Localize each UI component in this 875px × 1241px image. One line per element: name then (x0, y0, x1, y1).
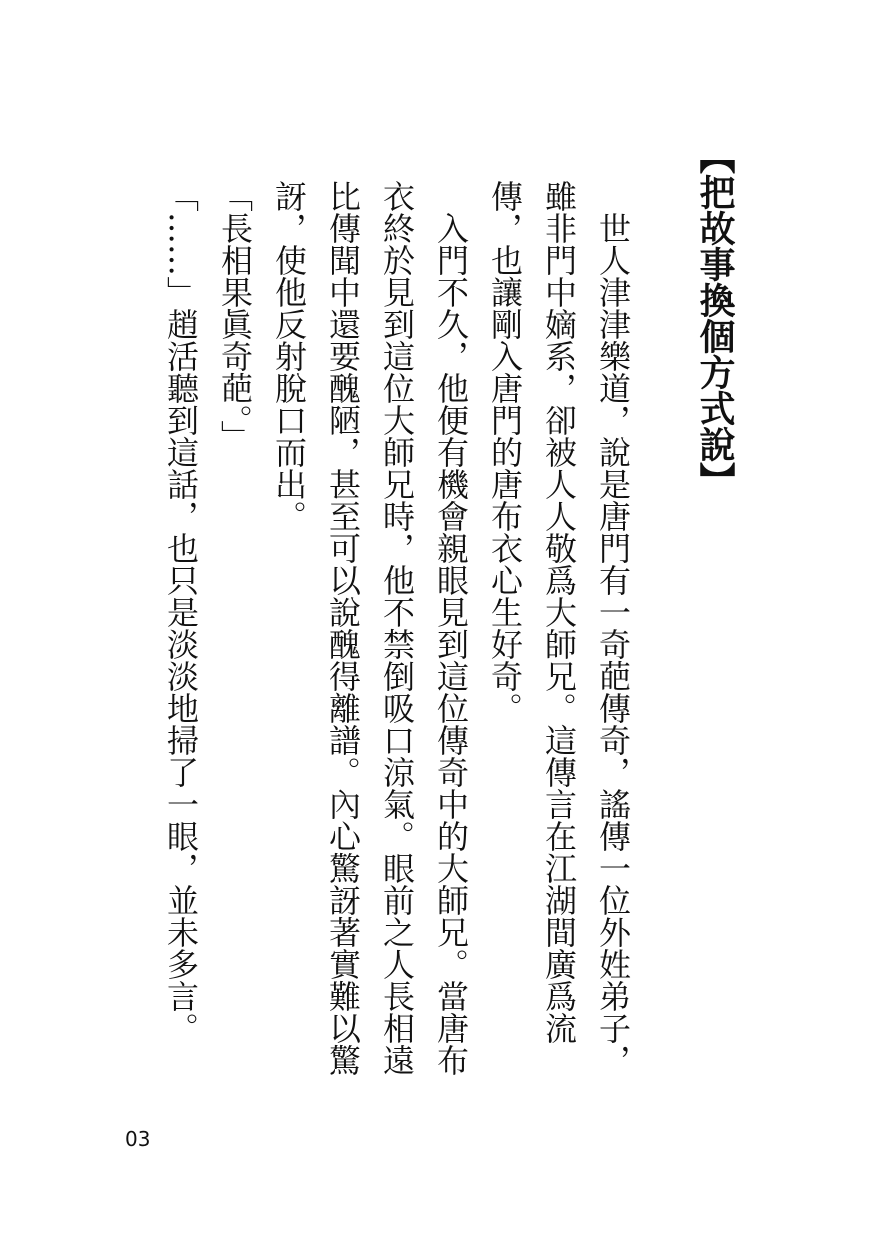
paragraph-2: 入門不久，他便有機會親眼見到這位傳奇中的大師兄。當唐布衣終於見到這位大師兄時，他不禁倒吸口涼氣。眼前之人長相遠比傳聞中還要醜陋，甚至可以說醜得離譜。內心驚訝著實難以驚訝，使他反射脫口而出。 (270, 180, 470, 1076)
page-number: 03 (125, 1127, 151, 1151)
chapter-title: 【把故事換個方式說】 (694, 138, 735, 498)
body-text (150, 180, 640, 1080)
paragraph-1: 世人津津樂道，說是唐門有一奇葩傳奇，謠傳一位外姓弟子，雖非門中嫡系，卻被人人敬爲大師兄。這傳言在江湖間廣爲流傳，也讓剛入唐門的唐布衣心生好奇。 (486, 180, 632, 1076)
paragraph-3-dialogue: 「長相果眞奇葩。」 (216, 180, 254, 452)
paragraph-4-dialogue: 「……」趙活聽到這話，也只是淡淡地掃了一眼，並未多言。 (162, 180, 200, 1044)
